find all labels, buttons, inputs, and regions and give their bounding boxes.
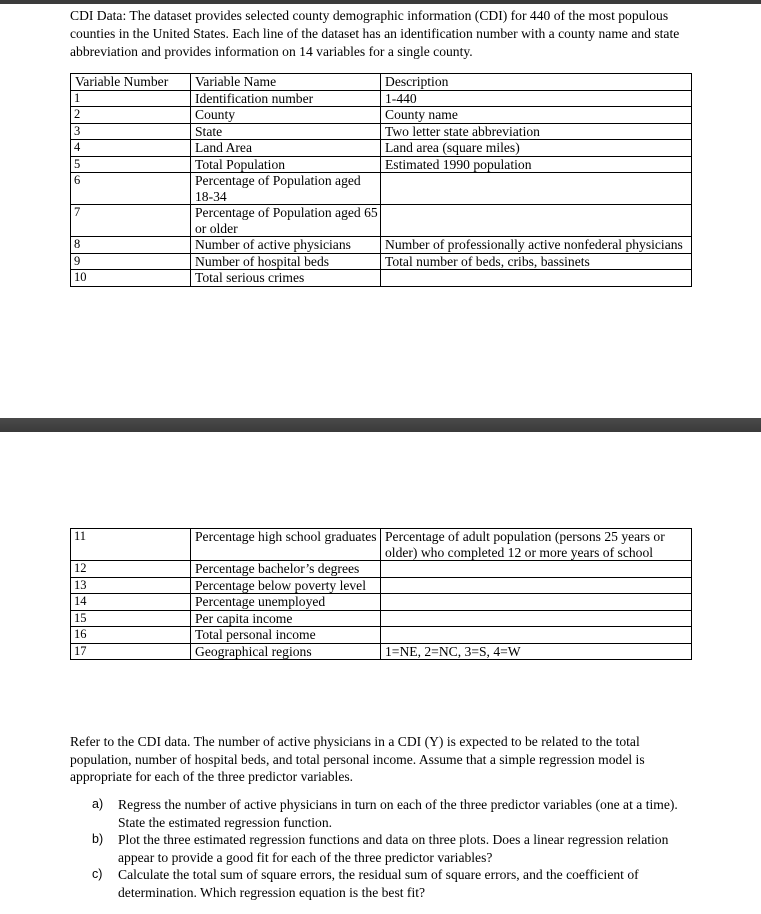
page-break-divider — [0, 418, 761, 432]
cell-variable-number: 3 — [71, 123, 191, 140]
task-item-b — [92, 831, 702, 866]
cell-variable-number: 10 — [71, 270, 191, 287]
cell-variable-number: 1 — [71, 90, 191, 107]
table-row — [71, 627, 692, 644]
header-variable-name: Variable Name — [191, 74, 381, 91]
cell-description — [381, 594, 692, 611]
cell-variable-name: Identification number — [191, 90, 381, 107]
cell-description: Two letter state abbreviation — [381, 123, 692, 140]
cell-variable-name: Percentage of Population aged 18-34 — [191, 173, 381, 205]
question-paragraph: Refer to the CDI data. The number of active physicians in a CDI (Y) is expected to be related to the total population, number of hospital beds, and total personal income. Assume that a simple regression model is appropriate for each of the three predictor variables. — [70, 734, 645, 784]
cell-variable-name: Total personal income — [191, 627, 381, 644]
cell-variable-name: Percentage high school graduates — [191, 529, 381, 561]
cell-variable-number: 15 — [71, 610, 191, 627]
table-row — [71, 529, 692, 561]
table-row — [71, 173, 692, 205]
cell-variable-name: State — [191, 123, 381, 140]
table-row — [71, 107, 692, 124]
header-description: Description — [381, 74, 692, 91]
table-row — [71, 577, 692, 594]
cell-variable-name: County — [191, 107, 381, 124]
cell-description: Total number of beds, cribs, bassinets — [381, 253, 692, 270]
table-row — [71, 123, 692, 140]
cell-variable-name: Number of active physicians — [191, 237, 381, 254]
cell-variable-name: Total Population — [191, 156, 381, 173]
top-border — [0, 0, 761, 4]
cell-variable-number: 7 — [71, 205, 191, 237]
table-row — [71, 140, 692, 157]
cell-variable-number: 8 — [71, 237, 191, 254]
cell-variable-name: Per capita income — [191, 610, 381, 627]
table-row — [71, 253, 692, 270]
table-row — [71, 205, 692, 237]
task-marker: a) — [92, 797, 104, 811]
table-row — [71, 643, 692, 660]
table-row — [71, 561, 692, 578]
header-variable-number: Variable Number — [71, 74, 191, 91]
cell-variable-name: Percentage bachelor’s degrees — [191, 561, 381, 578]
cell-variable-name: Geographical regions — [191, 643, 381, 660]
table-row — [71, 594, 692, 611]
cell-variable-name: Total serious crimes — [191, 270, 381, 287]
cell-variable-number: 12 — [71, 561, 191, 578]
task-text: Plot the three estimated regression functions and data on three plots. Does a linear regression relation appear to provide a good fit for each of the three predictor variables? — [118, 832, 669, 865]
cell-description: Number of professionally active nonfederal physicians — [381, 237, 692, 254]
cell-variable-name: Percentage of Population aged 65 or older — [191, 205, 381, 237]
intro-paragraph: CDI Data: The dataset provides selected county demographic information (CDI) for 440 of the most populous counties in the United States. Each line of the dataset has an identification number with a county name and state abbreviation and provides information on 14 variables for a single county. — [70, 8, 680, 59]
cell-variable-number: 14 — [71, 594, 191, 611]
cell-variable-number: 13 — [71, 577, 191, 594]
cell-description: Land area (square miles) — [381, 140, 692, 157]
task-item-c — [92, 866, 702, 901]
variables-table-part-1 — [70, 73, 692, 287]
cell-description: Percentage of adult population (persons 25 years or older) who completed 12 or more years of school — [381, 529, 692, 561]
cell-description: 1-440 — [381, 90, 692, 107]
cell-variable-name: Land Area — [191, 140, 381, 157]
task-list — [92, 796, 702, 901]
cell-description — [381, 561, 692, 578]
cell-variable-number: 9 — [71, 253, 191, 270]
cell-variable-name: Percentage unemployed — [191, 594, 381, 611]
table-row — [71, 270, 692, 287]
cell-variable-number: 6 — [71, 173, 191, 205]
cell-description: County name — [381, 107, 692, 124]
cell-variable-number: 2 — [71, 107, 191, 124]
task-text: Regress the number of active physicians in turn on each of the three predictor variables (one at a time). State the estimated regression function. — [118, 797, 678, 830]
cell-variable-number: 5 — [71, 156, 191, 173]
table-row — [71, 610, 692, 627]
cell-variable-number: 16 — [71, 627, 191, 644]
cell-description — [381, 627, 692, 644]
cell-description: 1=NE, 2=NC, 3=S, 4=W — [381, 643, 692, 660]
cell-variable-number: 17 — [71, 643, 191, 660]
cell-description — [381, 173, 692, 205]
table-row — [71, 156, 692, 173]
cell-variable-name: Number of hospital beds — [191, 253, 381, 270]
table-row — [71, 237, 692, 254]
table-header-row — [71, 74, 692, 91]
table-row — [71, 90, 692, 107]
task-text: Calculate the total sum of square errors, the residual sum of square errors, and the coefficient of determination. Which regression equation is the best fit? — [118, 867, 639, 900]
task-item-a — [92, 796, 702, 831]
cell-description — [381, 610, 692, 627]
cell-description — [381, 270, 692, 287]
cell-variable-number: 4 — [71, 140, 191, 157]
cell-variable-number: 11 — [71, 529, 191, 561]
variables-table-part-2 — [70, 528, 692, 660]
task-marker: c) — [92, 867, 103, 881]
task-marker: b) — [92, 832, 104, 846]
cell-variable-name: Percentage below poverty level — [191, 577, 381, 594]
cell-description — [381, 577, 692, 594]
cell-description: Estimated 1990 population — [381, 156, 692, 173]
cell-description — [381, 205, 692, 237]
